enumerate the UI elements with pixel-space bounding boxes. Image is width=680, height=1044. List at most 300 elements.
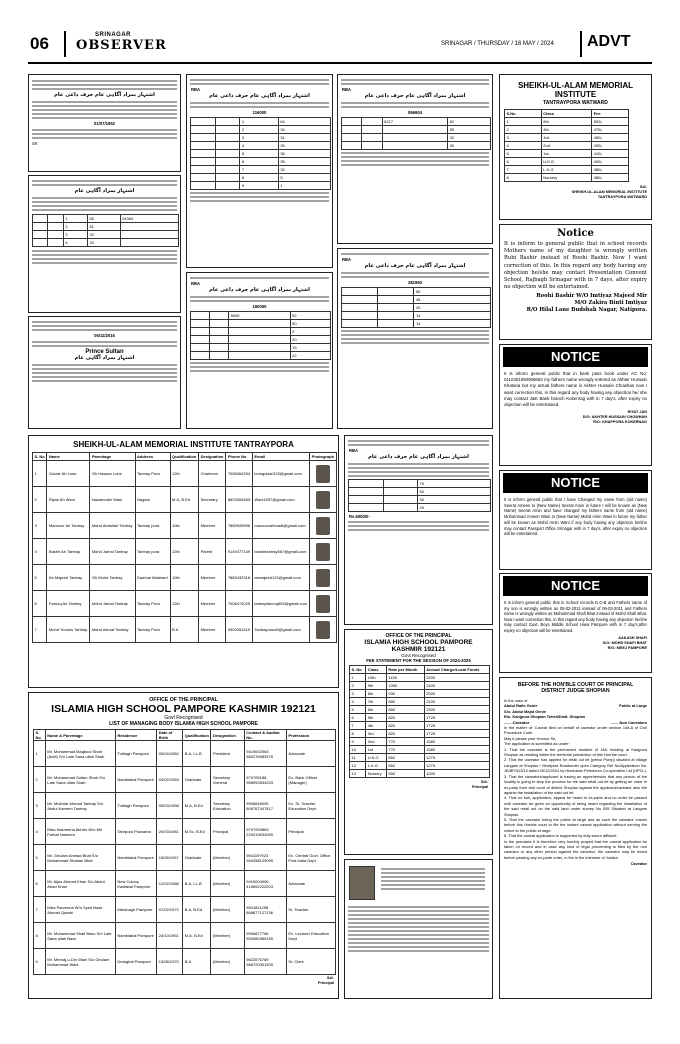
table-row xyxy=(191,126,331,134)
table-cell: 5 xyxy=(34,845,46,871)
table-cell: 1 xyxy=(34,741,46,767)
sheikh-fee-ad xyxy=(499,74,652,220)
table-cell: B.A, B.Ed xyxy=(183,897,211,923)
dateline: SRINAGAR / THURSDAY / 16 MAY / 2024 xyxy=(441,41,554,47)
table-row xyxy=(34,741,336,767)
table-header-cell: Parentage xyxy=(90,453,135,461)
table-row xyxy=(349,503,491,511)
table-cell: 6 xyxy=(33,591,47,617)
table-cell: 4th xyxy=(366,722,387,730)
table-cell xyxy=(191,312,210,320)
table-cell: Mohd Abdullah Tantray xyxy=(90,513,135,539)
ad-number: 556604 xyxy=(408,109,422,115)
table-cell: 32 xyxy=(448,134,491,142)
table-cell: abmajeed123@gmail.com xyxy=(252,565,309,591)
signature-title: Principal xyxy=(317,981,334,985)
notice-sign: D/O: AKHTER HUSSAIN CHOWHAN xyxy=(582,415,647,420)
table-cell: 7889926596 xyxy=(226,513,253,539)
table-cell: 979705188 958992834253 xyxy=(244,767,286,793)
table-cell: Mr. Mehraj-u-Din Wani S/o Ghulam Mohammad Wani xyxy=(45,949,115,975)
table-row xyxy=(342,134,491,142)
table-row xyxy=(191,158,331,166)
table-cell: 1150 xyxy=(386,674,424,682)
table-cell: B.A xyxy=(183,949,211,975)
table-cell xyxy=(342,312,378,320)
table-cell: U.K.G xyxy=(366,754,387,762)
ad-heading: اشتہار بمراد آگاہی عام حرف داعی عام xyxy=(54,92,155,98)
urdu-ad-c1 xyxy=(337,74,493,244)
table-row xyxy=(505,118,629,126)
table-cell: 22 xyxy=(290,352,330,360)
table-cell: 1580 xyxy=(424,738,489,746)
signature: Sd/- xyxy=(639,185,647,189)
table-cell: 930 xyxy=(386,690,424,698)
header-divider xyxy=(64,31,66,57)
table-cell: Marshagh Pampore xyxy=(115,897,156,923)
table-cell: 820 xyxy=(386,730,424,738)
table-cell: Mohd Jamal Tantray xyxy=(90,591,135,617)
table-cell xyxy=(191,118,216,126)
table-cell: 1050 xyxy=(386,682,424,690)
table-row xyxy=(34,923,336,949)
signature-title: Principal xyxy=(471,785,488,789)
photo-cell xyxy=(310,617,337,643)
table-cell xyxy=(378,312,414,320)
table-cell: 2 xyxy=(350,682,366,690)
table-row xyxy=(505,158,629,166)
table-cell xyxy=(383,479,418,487)
table-cell xyxy=(215,142,240,150)
table-row xyxy=(34,793,336,819)
table-cell: B.A, LL.B xyxy=(183,741,211,767)
table-cell xyxy=(33,239,48,247)
table-cell: 12/02/1988 xyxy=(157,871,183,897)
table-cell: 4th xyxy=(541,126,591,134)
table-cell: Manzoor Ah Tantray xyxy=(47,513,90,539)
member-photo xyxy=(316,543,330,561)
table-cell: President xyxy=(211,741,244,767)
table-cell: 9797993863 229219634059 xyxy=(244,819,286,845)
table-header-cell: Class xyxy=(541,110,591,118)
table-cell: 35 xyxy=(278,158,330,166)
table-cell xyxy=(342,288,378,296)
ad-subtitle: Govt Recognised xyxy=(401,653,436,658)
table-cell xyxy=(191,328,210,336)
table-cell: Miss Nazneena Akhter W/o Mir Farhat Naseem xyxy=(45,819,115,845)
table-cell xyxy=(383,487,418,495)
table-cell: Ex. Sr. Teacher Education Dept. xyxy=(286,793,335,819)
notice-dob xyxy=(499,573,652,673)
table-cell: Farooq Ah Tantray xyxy=(47,591,90,617)
table-row xyxy=(342,288,491,296)
table-cell xyxy=(191,352,210,360)
table-cell: M.Sc, B.Ed xyxy=(183,819,211,845)
table-cell: 1st xyxy=(366,746,387,754)
table-cell xyxy=(378,288,414,296)
table-cell: Mr. Ghulam Ahmad Bhat S/o Mohammad Shaban Bhat xyxy=(45,845,115,871)
table-row xyxy=(191,134,331,142)
table-cell xyxy=(229,344,291,352)
table-row xyxy=(191,142,331,150)
table-cell xyxy=(210,312,229,320)
table-cell: 1 xyxy=(33,461,47,487)
table-cell: 7 xyxy=(34,897,46,923)
table-cell: Gulzar Ah Lone xyxy=(47,461,90,487)
table-cell xyxy=(362,134,382,142)
table-cell: 2 xyxy=(63,223,87,231)
table-header-cell: Qualification xyxy=(170,453,199,461)
table-cell: 2 xyxy=(240,126,278,134)
table-row xyxy=(350,754,490,762)
table-row xyxy=(350,730,490,738)
table-row xyxy=(191,182,331,190)
court-title: DISTRICT JUDGE SHOPIAN xyxy=(541,688,610,694)
ad-heading: اشتہار بمراد آگاہی عام xyxy=(74,188,135,194)
table-cell: Gh Hassan Lone xyxy=(90,461,135,487)
table-cell: 5 xyxy=(505,150,542,158)
table-cell: 34 xyxy=(278,126,330,134)
table-cell: Gh Mohd Tantray xyxy=(90,565,135,591)
table-cell: Ex. Central Govt. Office Post India Dept xyxy=(286,845,335,871)
table-cell: 770 xyxy=(386,746,424,754)
ad-heading: اشتہار بمراد آگاہی عام حرف داعی عام xyxy=(364,262,466,269)
table-cell: Namblabal Pampore xyxy=(115,923,156,949)
header-rule xyxy=(28,62,652,64)
ad-title: ISLAMIA HIGH SCHOOL PAMPORE xyxy=(364,639,473,646)
masthead xyxy=(0,0,680,62)
table-row xyxy=(350,698,490,706)
table-cell: 3 xyxy=(34,793,46,819)
table-cell: 850 xyxy=(386,706,424,714)
table-cell: 2 xyxy=(290,328,330,336)
table-cell: 65 xyxy=(87,215,120,223)
court-line: S/o. Abdul Majid Genie xyxy=(504,708,547,714)
table-cell xyxy=(229,352,291,360)
table-cell xyxy=(342,320,378,328)
table-header-cell: Email xyxy=(252,453,309,461)
table-cell xyxy=(33,223,48,231)
table-cell: Graduate xyxy=(183,845,211,871)
court-line: Abdul Rafie Genie xyxy=(504,703,538,709)
table-row xyxy=(191,344,331,352)
table-cell: 8 xyxy=(34,923,46,949)
ad-title: KASHMIR 192121 xyxy=(391,646,446,653)
ad-tag: RBA xyxy=(342,257,352,262)
table-cell: 2 xyxy=(505,126,542,134)
table-cell: 7 xyxy=(505,166,542,174)
urdu-ad-d1 xyxy=(344,435,493,625)
member-photo xyxy=(316,595,330,613)
table-row xyxy=(342,126,491,134)
table-cell xyxy=(362,118,382,126)
table-cell: 6 xyxy=(240,158,278,166)
table-cell: M.A, B.Ed xyxy=(183,793,211,819)
brand-small: SRINAGAR xyxy=(95,32,132,38)
court-title: BEFORE THE HON'BLE COURT OF PRINCIPAL xyxy=(517,682,634,688)
table-cell: 5 xyxy=(240,150,278,158)
table-cell xyxy=(33,231,48,239)
table-cell: 3 xyxy=(505,134,542,142)
ad-heading: اشتہار بمراد آگاہی عام حرف داعی عام xyxy=(368,453,469,460)
table-cell xyxy=(191,174,216,182)
table-cell xyxy=(342,142,362,150)
table-cell xyxy=(229,320,291,328)
table-cell xyxy=(215,182,240,190)
table-cell: Principal xyxy=(211,819,244,845)
table-cell: (Member) xyxy=(211,871,244,897)
table-row xyxy=(33,565,337,591)
table-cell: Mohd Younus Tantray xyxy=(47,617,90,643)
table-cell: 8 xyxy=(505,174,542,182)
table-cell: Tantray pora xyxy=(135,513,170,539)
table-cell: 9541811296 868877127136 xyxy=(244,897,286,923)
table-cell: 9 xyxy=(240,182,278,190)
notice-sign: R/O: KHAPPORA KOKERNAG xyxy=(593,420,647,425)
table-row xyxy=(33,223,179,231)
table-cell xyxy=(33,215,48,223)
urdu-ad-a3 xyxy=(28,316,181,429)
notice-sign: Roohi Bashir W/O Imtiyaz Majeed Mir xyxy=(536,293,647,300)
table-cell: 05/04/1962 xyxy=(157,741,183,767)
table-cell xyxy=(191,142,216,150)
table-cell: manzoorahmadt@gmail.com xyxy=(252,513,309,539)
table-cell: 7 xyxy=(240,166,278,174)
table-cell xyxy=(215,126,240,134)
notice-name-correction xyxy=(499,224,652,340)
ad-table xyxy=(341,117,491,150)
table-cell xyxy=(215,174,240,182)
table-cell xyxy=(48,215,63,223)
ad-title: ISLAMIA HIGH SCHOOL PAMPORE KASHMIR 192121 xyxy=(51,703,316,715)
table-cell: 380/- xyxy=(592,174,629,182)
table-cell: Nursery xyxy=(366,770,387,778)
table-row xyxy=(191,166,331,174)
table-cell: 62 xyxy=(448,118,491,126)
table-header-cell: Class xyxy=(366,666,387,674)
ad-tag: RBA xyxy=(349,448,359,453)
table-cell xyxy=(382,142,447,150)
court-para: 4. That no suit, application, appeal be heard in ex-parte and no order be passed until caveator be given an opportunity of being heard regarding the installation of the said retail out on the said land under survey No 539 Situated at Langam Shopian. xyxy=(504,795,647,817)
table-cell: 12th xyxy=(170,539,199,565)
table-cell xyxy=(378,304,414,312)
table-cell: 5 xyxy=(350,706,366,714)
table-row xyxy=(505,134,629,142)
table-cell: Namblabal Pampore xyxy=(115,845,156,871)
table-cell: 14 xyxy=(414,312,491,320)
table-row xyxy=(342,118,491,126)
ad-amount: Rs.60000/- xyxy=(349,513,370,519)
table-cell: Ex. Lecturer Education Dept xyxy=(286,923,335,949)
table-cell: 30 xyxy=(418,495,491,503)
table-cell xyxy=(210,320,229,328)
table-row xyxy=(350,722,490,730)
table-header-cell: Rate per Month xyxy=(386,666,424,674)
table-cell: 29 xyxy=(418,503,491,511)
table-row xyxy=(350,706,490,714)
notice-sign: M/O Zakira Binti Imtiyaz xyxy=(574,300,647,307)
table-row xyxy=(191,174,331,182)
table-cell: 13/06/1970 xyxy=(157,949,183,975)
table-cell: 400/- xyxy=(592,158,629,166)
table-cell: 30 xyxy=(448,142,491,150)
table-cell: 660 xyxy=(386,754,424,762)
table-cell: 32 xyxy=(278,166,330,174)
photo-cell xyxy=(310,513,337,539)
table-cell: Miss Parveena W/o Syed Nazir Ahmad Qaadri xyxy=(45,897,115,923)
table-cell: 2200 xyxy=(424,674,489,682)
signature: Sd/- xyxy=(480,780,488,784)
table-cell: Mr. Aijaz Ahmad Khan S/o Abdul Ahad Khan xyxy=(45,871,115,897)
table-cell: B.A xyxy=(170,617,199,643)
table-row xyxy=(33,231,179,239)
table-cell: 26 xyxy=(278,142,330,150)
table-cell: Advocate xyxy=(286,871,335,897)
table-cell: 10th xyxy=(366,674,387,682)
table-cell: 4 xyxy=(240,142,278,150)
table-cell xyxy=(191,344,210,352)
table-cell xyxy=(191,158,216,166)
table-row xyxy=(342,142,491,150)
table-cell xyxy=(342,296,378,304)
table-cell: 14 xyxy=(414,320,491,328)
table-row xyxy=(342,304,491,312)
photo-cell xyxy=(310,487,337,513)
table-header-cell: S. No xyxy=(350,666,366,674)
table-cell xyxy=(215,158,240,166)
table-row xyxy=(350,762,490,770)
table-cell: 6 xyxy=(34,871,46,897)
table-cell: Member xyxy=(199,513,226,539)
ad-tag: RBA xyxy=(342,87,352,92)
table-cell: 9906877766 900080389155 xyxy=(244,923,286,949)
sheikh-managing-ad xyxy=(28,435,339,688)
table-cell: 1275 xyxy=(424,762,489,770)
ad-subtitle: Govt Recognised xyxy=(164,715,203,721)
table-cell: 10th xyxy=(170,565,199,591)
table-cell: 450/- xyxy=(592,134,629,142)
table-cell: 5 xyxy=(33,565,47,591)
table-row xyxy=(34,845,336,871)
urdu-ad-b1 xyxy=(186,74,333,268)
table-row xyxy=(191,118,331,126)
photo-cell xyxy=(310,461,337,487)
table-row xyxy=(350,714,490,722)
table-cell: 65 xyxy=(414,288,491,296)
ad-title: SHEIKH-UL-ALAM MEMORIAL INSTITUTE xyxy=(517,81,634,99)
ad-office: OFFICE OF THE PRINCIPAL xyxy=(149,697,218,703)
table-cell: 11 xyxy=(350,754,366,762)
table-cell xyxy=(382,126,447,134)
table-row xyxy=(191,336,331,344)
table-cell xyxy=(362,142,382,150)
table-cell xyxy=(210,344,229,352)
table-cell: 04/02/1953 xyxy=(157,767,183,793)
table-cell: Member xyxy=(199,591,226,617)
table-cell: 4 xyxy=(34,819,46,845)
fee-table xyxy=(504,109,629,182)
table-cell: 70 xyxy=(418,479,491,487)
table-cell xyxy=(191,336,210,344)
table-cell: 9149477149 xyxy=(226,539,253,565)
table-cell: 50 xyxy=(418,487,491,495)
member-photo xyxy=(316,517,330,535)
table-row xyxy=(191,150,331,158)
table-cell xyxy=(349,495,384,503)
table-cell: 12th xyxy=(170,461,199,487)
court-para: 1. That the caveator is the permanent resident of J&K residing at Kanjpora Shopian as residing within the territorial jurisdiction of this Hon'ble court. xyxy=(504,746,647,758)
photo-cell xyxy=(310,565,337,591)
table-cell: 10th xyxy=(170,513,199,539)
court-line: In the case of xyxy=(504,698,528,703)
table-cell: Chairman xyxy=(199,461,226,487)
table-cell: 24/10/1951 xyxy=(157,923,183,949)
table-row xyxy=(33,513,337,539)
table-cell: 4 xyxy=(350,698,366,706)
table-cell: 2400 xyxy=(424,682,489,690)
court-line: Public at Large xyxy=(619,703,647,709)
table-cell: 1725 xyxy=(424,722,489,730)
table-cell: L.K.G xyxy=(366,762,387,770)
court-line: ........Caveator xyxy=(504,719,530,725)
ad-heading: اشتہار بمراد آگاہی عام حرف داعی عام xyxy=(209,286,310,293)
table-cell xyxy=(349,479,384,487)
table-cell: Mr. Mukhtar Ahmad Tantray S/o Abdul Kareem Tantray xyxy=(45,793,115,819)
member-photo xyxy=(316,465,330,483)
header-divider xyxy=(580,31,582,57)
table-row xyxy=(350,674,490,682)
table-cell: 3 xyxy=(63,231,87,239)
table-header-cell: S. No xyxy=(34,730,46,741)
table-cell: 6 xyxy=(505,158,542,166)
table-cell: Sr. Clerk xyxy=(286,949,335,975)
table-cell: 8th xyxy=(366,690,387,698)
table-cell: 7th xyxy=(366,698,387,706)
table-row xyxy=(342,320,491,328)
table-row xyxy=(34,819,336,845)
member-photo xyxy=(316,621,330,639)
ad-number: 281960 xyxy=(408,279,422,285)
fee-table xyxy=(349,665,490,778)
table-cell xyxy=(191,320,210,328)
table-cell xyxy=(191,126,216,134)
ad-table xyxy=(341,287,491,328)
notice-title: NOTICE xyxy=(503,576,648,596)
table-cell: 9th xyxy=(366,682,387,690)
table-cell xyxy=(191,134,216,142)
table-cell: 07/02/1972 xyxy=(157,897,183,923)
ad-subtitle: LIST OF MANAGING BODY ISLAMIA HIGH SCHOOL PAMPORE xyxy=(109,721,258,727)
table-cell: 820 xyxy=(386,714,424,722)
table-cell xyxy=(229,336,291,344)
table-cell xyxy=(342,304,378,312)
table-row xyxy=(191,328,331,336)
table-cell: 6217 xyxy=(382,118,447,126)
table-cell: 10 xyxy=(350,746,366,754)
court-para: 6. That the caveat application is supported by duly sworn affidavit. xyxy=(504,833,618,839)
table-cell: 3rd xyxy=(541,134,591,142)
table-cell: 1725 xyxy=(424,730,489,738)
table-row xyxy=(349,479,491,487)
table-row xyxy=(33,591,337,617)
notice-name-change xyxy=(499,470,652,570)
table-cell: 9906649005 606767447817 xyxy=(244,793,286,819)
table-cell xyxy=(215,134,240,142)
table-header-cell: Designation xyxy=(199,453,226,461)
table-row xyxy=(33,487,337,513)
table-cell: 1000 xyxy=(424,770,489,778)
court-caveat-ad xyxy=(499,677,652,999)
table-cell: 4 xyxy=(505,142,542,150)
